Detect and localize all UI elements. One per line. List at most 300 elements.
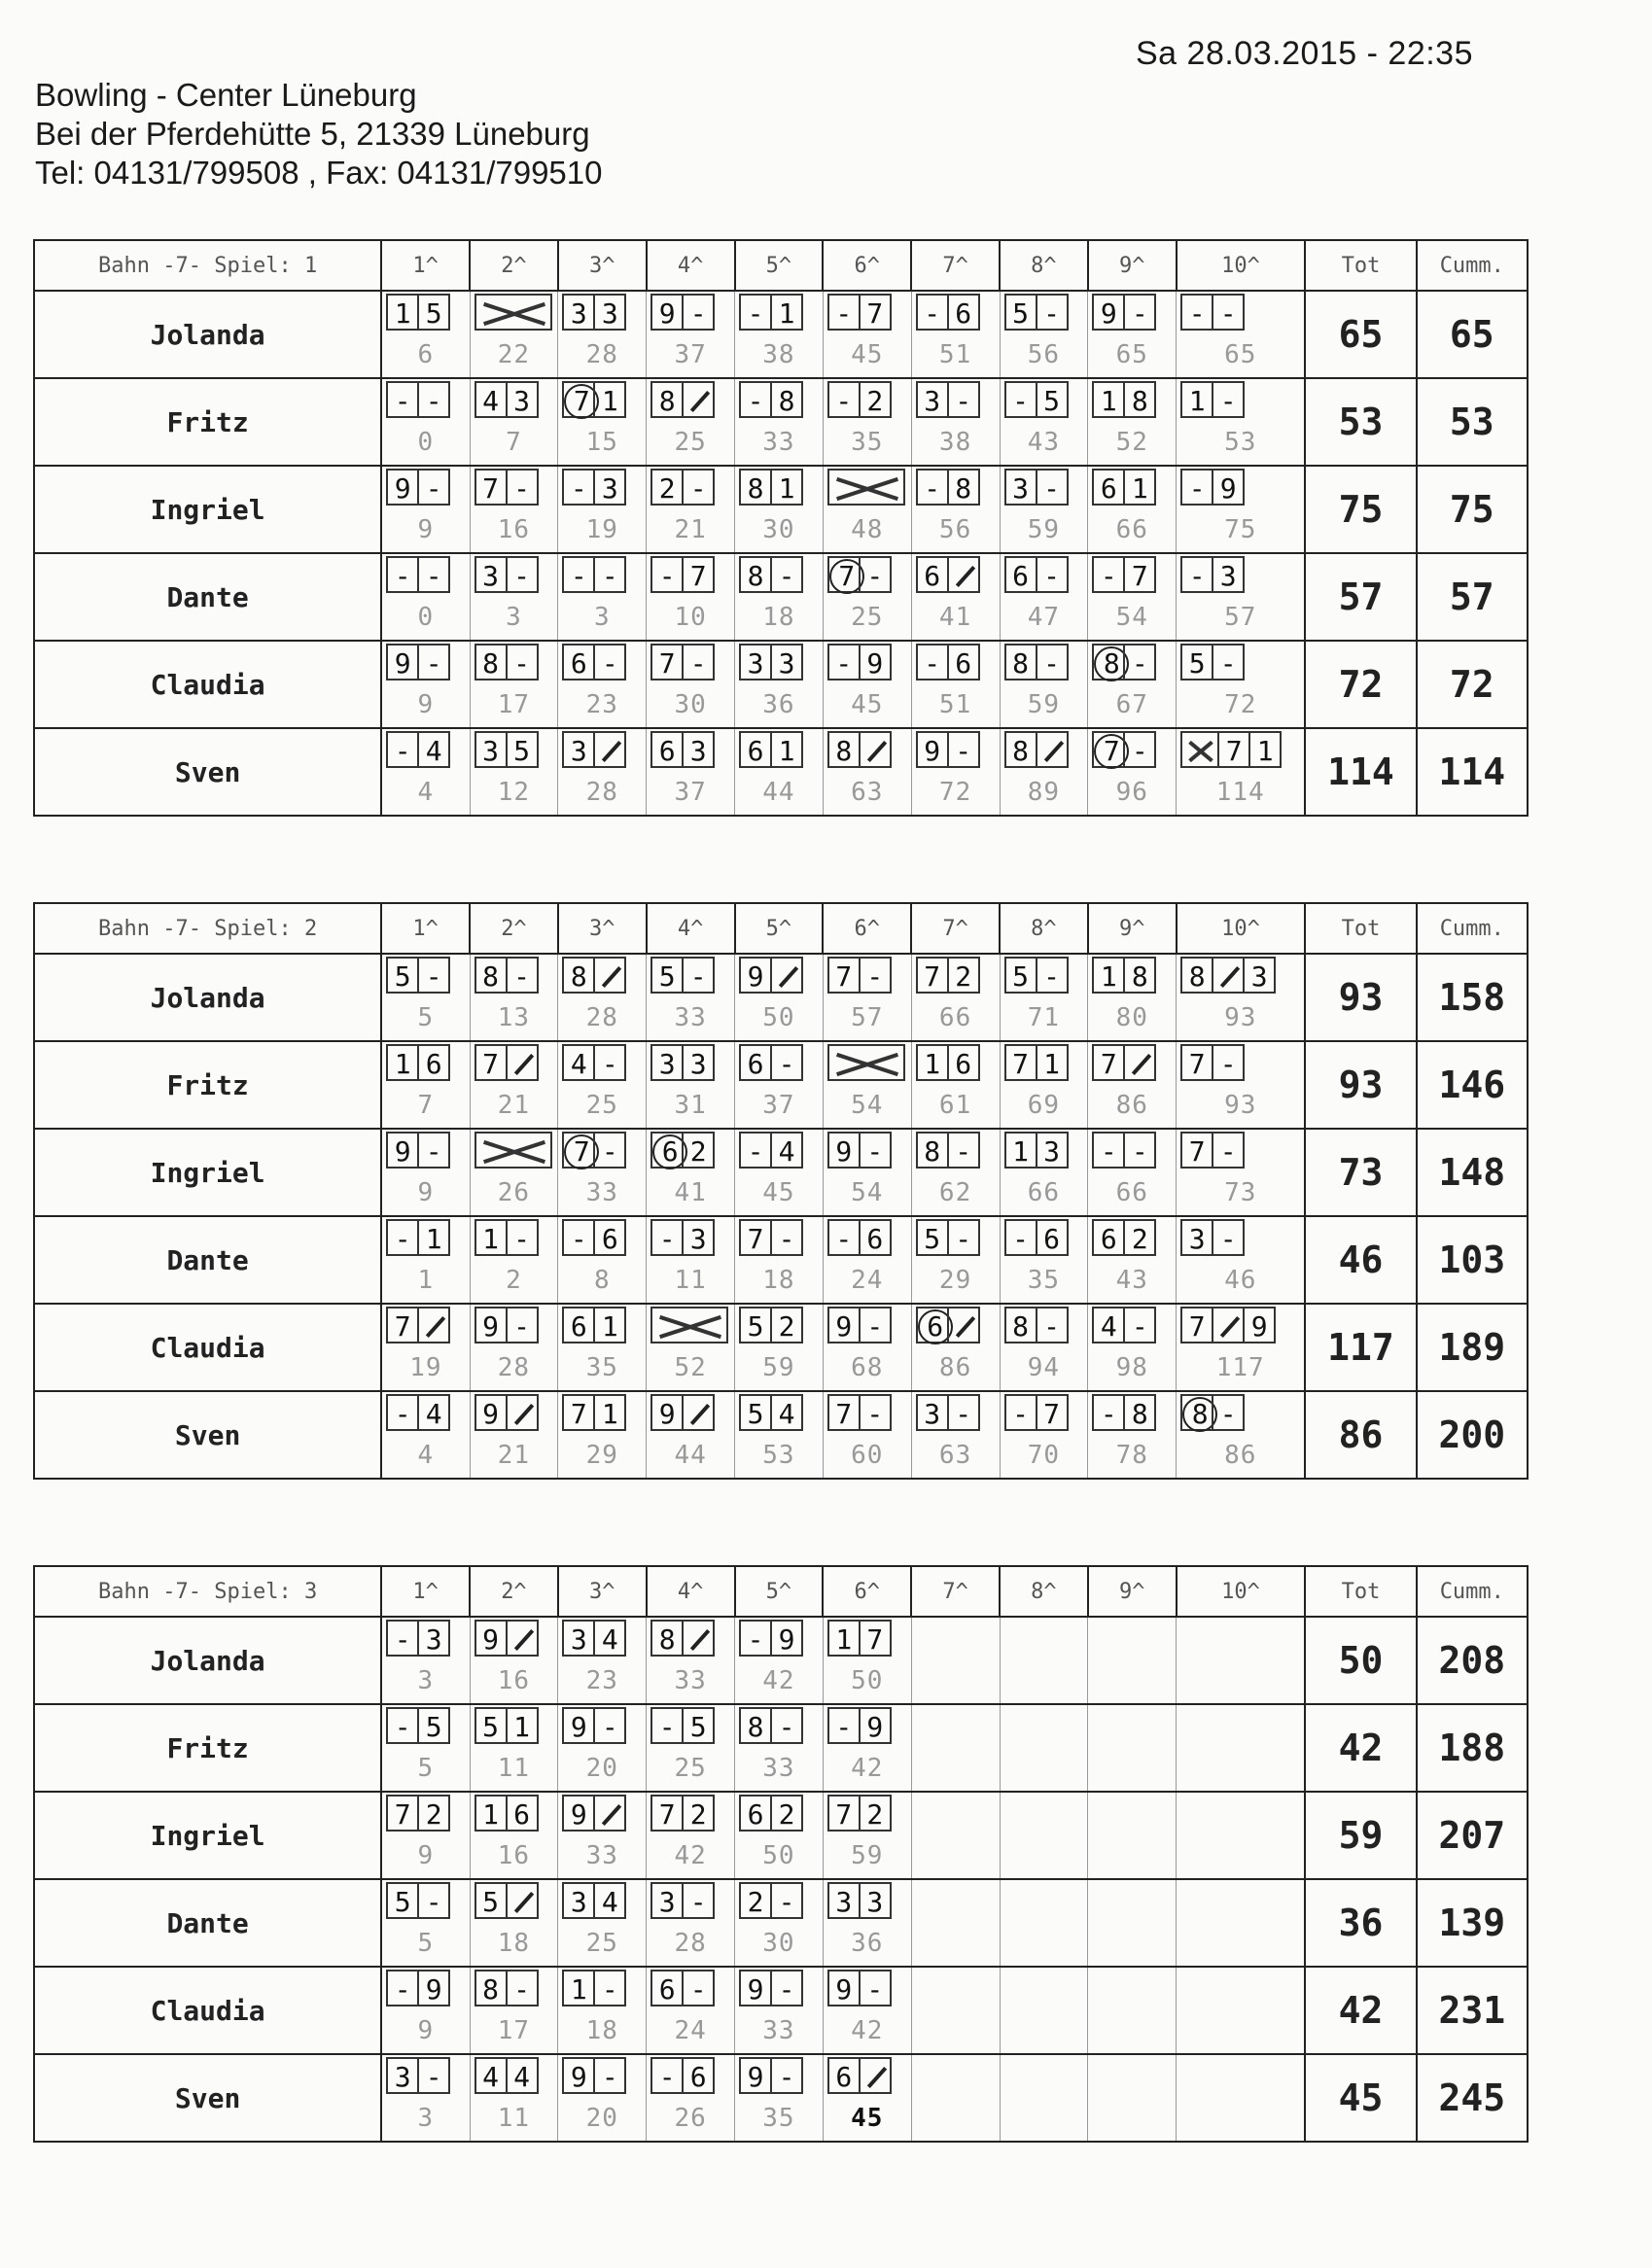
frame-rolls [827,1394,911,1435]
player-cumulative: 114 [1417,728,1528,816]
frame-cumulative: 59 [851,1841,884,1870]
player-row [34,641,1528,728]
spare-mark [947,556,980,593]
roll-value: 6 [650,1970,684,2006]
frame-cell [1177,553,1306,641]
roll-value: - [827,644,861,680]
split-value: 7 [1094,734,1129,769]
frame-cumulative: 48 [851,515,884,544]
frame-header: 7^ [911,903,1000,954]
spare-mark [506,1394,539,1431]
split-value: 7 [564,384,599,419]
frame-cumulative: 45 [851,340,884,369]
roll-value: 9 [827,1307,861,1343]
frame-rolls [739,1219,823,1260]
frame-rolls [739,731,823,772]
frame-rolls [562,556,646,597]
frame-rolls [1092,1219,1176,1260]
frame-cell [1088,1041,1177,1129]
frame-cumulative: 11 [497,1754,531,1783]
frame-cell [381,466,470,553]
frame-cell [558,378,647,466]
frame-cumulative: 57 [1224,603,1257,632]
player-total: 93 [1305,954,1416,1041]
frame-cell [470,1304,558,1391]
roll-value: - [593,644,626,680]
frame-cumulative: 63 [938,1441,972,1470]
player-cumulative: 146 [1417,1041,1528,1129]
roll-value: 3 [770,644,803,680]
roll-value: - [1212,1394,1245,1431]
roll-value: - [1036,556,1069,593]
frame-rolls [1180,1132,1304,1172]
roll-value: - [1212,644,1245,680]
player-total: 65 [1305,291,1416,378]
frame-cell [381,291,470,378]
frame-cumulative: 56 [938,515,972,544]
frame-rolls [650,1394,734,1435]
frame-cumulative: 67 [1115,690,1148,719]
frame-rolls [1092,731,1176,772]
frame-rolls [827,644,911,684]
roll-value: - [770,2057,803,2094]
roll-value: 3 [562,731,595,768]
frame-cell [381,1041,470,1129]
frame-header: 7^ [911,240,1000,291]
roll-value: - [506,1307,539,1343]
frame-cell [823,1792,911,1879]
frame-rolls [1004,1307,1088,1347]
frame-cumulative: 53 [762,1441,795,1470]
frame-rolls [1092,1044,1176,1085]
frame-rolls [1092,644,1176,684]
frame-rolls [386,1970,469,2010]
roll-value: - [1180,556,1213,593]
player-row [34,2054,1528,2142]
roll-value: - [827,1219,861,1256]
roll-value: 1 [386,1044,419,1081]
frame-rolls [916,381,1000,422]
roll-value: - [1212,1044,1245,1081]
frame-rolls [827,731,911,772]
frame-rolls [650,1970,734,2010]
frame-cumulative: 7 [506,428,522,457]
frame-cumulative: 26 [497,1178,531,1207]
split-roll [1180,1394,1213,1431]
frame-cell [470,1391,558,1479]
roll-value: 9 [1243,1307,1276,1343]
frame-cumulative: 3 [593,603,611,632]
frame-empty [1177,1792,1306,1879]
player-name: Claudia [34,1304,381,1391]
frame-cumulative: 66 [938,1003,972,1032]
frame-cumulative: 62 [938,1178,972,1207]
roll-value: - [386,731,419,768]
frame-rolls [1004,1394,1088,1435]
player-cumulative: 139 [1417,1879,1528,1967]
frame-rolls [1004,644,1088,684]
frame-rolls [562,1795,646,1835]
roll-value: 9 [475,1307,508,1343]
frame-rolls [739,381,823,422]
roll-value: 9 [475,1620,508,1657]
frame-cumulative: 2 [506,1266,522,1295]
frame-rolls [475,294,558,334]
roll-value: 6 [682,2057,715,2094]
roll-value: 6 [947,1044,980,1081]
roll-value: - [770,1707,803,1744]
frame-rolls [739,1132,823,1172]
frame-rolls [916,1394,1000,1435]
roll-value: - [506,957,539,994]
roll-value: 4 [593,1882,626,1919]
roll-value: 7 [386,1307,419,1343]
frame-cell [911,1041,1000,1129]
frame-cumulative: 71 [1027,1003,1061,1032]
frame-header: 6^ [823,903,911,954]
roll-value: - [947,731,980,768]
roll-value: 6 [1092,469,1125,506]
frame-header: 8^ [1000,240,1088,291]
roll-value: 8 [1123,1394,1156,1431]
frame-cumulative: 7 [417,1091,435,1120]
roll-value: - [859,1394,892,1431]
frame-cell [1088,954,1177,1041]
frame-cumulative: 65 [1115,340,1148,369]
frame-cell [911,291,1000,378]
frame-cell [823,1704,911,1792]
frame-cell [558,2054,647,2142]
game-label: Bahn -7- Spiel: 3 [34,1566,381,1617]
frame-cumulative: 31 [674,1091,707,1120]
roll-value: 8 [650,381,684,418]
frame-cumulative: 17 [497,690,531,719]
split-roll [562,1132,595,1169]
frame-cumulative: 11 [674,1266,707,1295]
frame-cell [470,553,558,641]
roll-value: 5 [1004,294,1037,331]
frame-cumulative: 96 [1115,778,1148,807]
frame-rolls [475,469,558,509]
roll-value: 7 [1180,1132,1213,1169]
roll-value: 6 [916,556,949,593]
frame-cell [735,466,824,553]
roll-value: - [682,644,715,680]
frame-cell [558,466,647,553]
frame-cell [735,1879,824,1967]
roll-value: 1 [562,1970,595,2006]
frame-rolls [386,1620,469,1660]
frame-rolls [739,1970,823,2010]
frame-cell [1088,641,1177,728]
frame-rolls [1004,556,1088,597]
roll-value: - [1036,1307,1069,1343]
frame-cell [381,1792,470,1879]
player-name: Dante [34,1216,381,1304]
frame-cell [911,1216,1000,1304]
roll-value: 5 [739,1394,772,1431]
roll-value: 7 [650,1795,684,1832]
frame-rolls [562,1394,646,1435]
frame-cumulative: 9 [417,1178,435,1207]
roll-value: 1 [593,1394,626,1431]
roll-value: - [1036,469,1069,506]
roll-value: 8 [1123,957,1156,994]
frame-rolls [916,731,1000,772]
frame-cell [1088,1304,1177,1391]
player-row [34,1304,1528,1391]
player-name: Jolanda [34,1617,381,1704]
frame-cell [647,1967,735,2054]
roll-value: - [593,1132,626,1169]
frame-cell [558,1216,647,1304]
frame-cell [1000,1304,1088,1391]
roll-value: 2 [682,1795,715,1832]
roll-value: - [859,957,892,994]
roll-value: - [650,556,684,593]
frame-cumulative: 25 [851,603,884,632]
frame-rolls [475,1044,558,1085]
roll-value: 3 [682,1219,715,1256]
frame-cell [823,553,911,641]
roll-value: 3 [650,1044,684,1081]
roll-value: 1 [506,1707,539,1744]
frame-header: 1^ [381,1566,470,1617]
frame-cell [647,1617,735,1704]
frame-cell [558,1041,647,1129]
frame-cell [1000,378,1088,466]
frame-header: 8^ [1000,1566,1088,1617]
frame-rolls [827,1795,911,1835]
player-name: Dante [34,1879,381,1967]
roll-value: - [562,1219,595,1256]
frame-cell [823,728,911,816]
roll-value: 7 [916,957,949,994]
frame-cumulative: 28 [497,1353,531,1382]
tot-header: Tot [1305,1566,1416,1617]
frame-cell [381,641,470,728]
roll-value: 3 [386,2057,419,2094]
strike-mark [650,1307,728,1343]
frame-cell [735,728,824,816]
roll-value: - [947,381,980,418]
roll-value: 6 [562,644,595,680]
roll-value: 5 [1004,957,1037,994]
frame-rolls [1004,469,1088,509]
frame-rolls [475,644,558,684]
roll-value: 2 [770,1307,803,1343]
frame-rolls [827,1132,911,1172]
frame-rolls [562,1219,646,1260]
roll-value: 7 [1036,1394,1069,1431]
frame-rolls [562,1307,646,1347]
player-total: 42 [1305,1967,1416,2054]
frame-cell [647,1129,735,1216]
roll-value: 7 [827,1795,861,1832]
roll-value: 2 [739,1882,772,1919]
roll-value: - [1180,294,1213,331]
roll-value: 9 [859,1707,892,1744]
frame-rolls [916,1219,1000,1260]
frame-rolls [562,957,646,997]
frame-cell [823,1879,911,1967]
roll-value: - [417,1132,450,1169]
roll-value: 5 [1036,381,1069,418]
player-total: 42 [1305,1704,1416,1792]
roll-value: - [506,1219,539,1256]
frame-cell [1177,466,1306,553]
roll-value: 3 [859,1882,892,1919]
frame-cell [381,553,470,641]
frame-cell [1177,954,1306,1041]
roll-value: - [593,2057,626,2094]
frame-cumulative: 5 [417,1929,435,1958]
frame-cumulative: 35 [585,1353,618,1382]
frame-cell [1000,1391,1088,1479]
roll-value: - [417,381,450,418]
roll-value: 8 [1004,731,1037,768]
frame-cumulative: 61 [938,1091,972,1120]
game-header-row [34,240,1528,291]
roll-value: 1 [593,1307,626,1343]
frame-rolls [650,1132,734,1172]
frame-cumulative: 25 [674,1754,707,1783]
frame-header: 2^ [470,1566,558,1617]
spare-mark [682,381,715,418]
frame-rolls [1180,381,1304,422]
player-cumulative: 158 [1417,954,1528,1041]
frame-cumulative: 41 [938,603,972,632]
frame-cumulative: 86 [938,1353,972,1382]
frame-rolls [386,1394,469,1435]
frame-cell [823,291,911,378]
roll-value: - [859,1307,892,1343]
frame-cell [1088,553,1177,641]
frame-header: 6^ [823,240,911,291]
frame-cumulative: 20 [585,2104,618,2133]
roll-value: - [1123,1307,1156,1343]
roll-value: - [650,1219,684,1256]
roll-value: 8 [562,957,595,994]
player-total: 75 [1305,466,1416,553]
roll-value: - [417,556,450,593]
frame-cumulative: 33 [762,2016,795,2045]
frame-cell [381,1304,470,1391]
frame-cumulative: 23 [585,690,618,719]
frame-rolls [739,1044,823,1085]
frame-cumulative: 51 [938,340,972,369]
frame-cumulative: 25 [585,1091,618,1120]
roll-value: - [417,644,450,680]
frame-cell [1177,291,1306,378]
player-row [34,1216,1528,1304]
player-row [34,954,1528,1041]
roll-value: 1 [770,469,803,506]
frame-cell [823,2054,911,2142]
roll-value: - [827,294,861,331]
frame-cumulative: 9 [417,2016,435,2045]
frame-cumulative: 86 [1224,1441,1257,1470]
player-row [34,1792,1528,1879]
frame-cumulative: 47 [1027,603,1061,632]
frame-cumulative: 8 [593,1266,611,1295]
frame-cell [558,1129,647,1216]
frame-cell [647,466,735,553]
frame-cumulative: 17 [497,2016,531,2045]
frame-rolls [650,731,734,772]
frame-cell [1088,378,1177,466]
frame-rolls [1092,294,1176,334]
frame-cell [823,1617,911,1704]
frame-cell [647,1304,735,1391]
frame-header: 5^ [735,903,824,954]
roll-value: 1 [1092,381,1125,418]
roll-value: 2 [417,1795,450,1832]
frame-cell [470,1967,558,2054]
strike-mark [827,469,905,506]
frame-cell [823,466,911,553]
frame-cumulative: 23 [585,1666,618,1695]
frame-cumulative: 50 [851,1666,884,1695]
frame-cumulative: 52 [1115,428,1148,457]
frame-empty [1177,1704,1306,1792]
player-name: Claudia [34,641,381,728]
player-cumulative: 57 [1417,553,1528,641]
frame-cumulative: 75 [1224,515,1257,544]
roll-value: 1 [1036,1044,1069,1081]
roll-value: - [682,294,715,331]
roll-value: - [1004,1219,1037,1256]
frame-cumulative: 16 [497,1841,531,1870]
roll-value: 3 [562,294,595,331]
frame-empty [1088,1617,1177,1704]
frame-cell [470,466,558,553]
frame-empty [1177,1967,1306,2054]
roll-value: 5 [682,1707,715,1744]
roll-value: - [1036,294,1069,331]
frame-header: 5^ [735,1566,824,1617]
frame-cell [470,378,558,466]
frame-cell [735,1967,824,2054]
split-value: 8 [1182,1397,1217,1432]
frame-cumulative: 0 [417,428,435,457]
frame-cumulative: 22 [497,340,531,369]
frame-cell [735,1704,824,1792]
roll-value: 8 [1123,381,1156,418]
player-row [34,1704,1528,1792]
split-roll [827,556,861,593]
frame-cumulative: 65 [1224,340,1257,369]
frame-cumulative: 33 [762,1754,795,1783]
roll-value: 1 [770,731,803,768]
frame-cell [823,1967,911,2054]
frame-cell [1088,291,1177,378]
frame-cumulative: 0 [417,603,435,632]
frame-cell [735,1129,824,1216]
cumm-header: Cumm. [1417,240,1528,291]
frame-cell [735,553,824,641]
roll-value: 9 [859,644,892,680]
roll-value: - [1004,381,1037,418]
frame-rolls [386,1307,469,1347]
frame-header: 1^ [381,240,470,291]
frame-rolls [916,957,1000,997]
frame-rolls [650,1620,734,1660]
frame-rolls [475,1307,558,1347]
frame-cumulative: 41 [674,1178,707,1207]
roll-value: 3 [916,381,949,418]
frame-rolls [475,1707,558,1748]
